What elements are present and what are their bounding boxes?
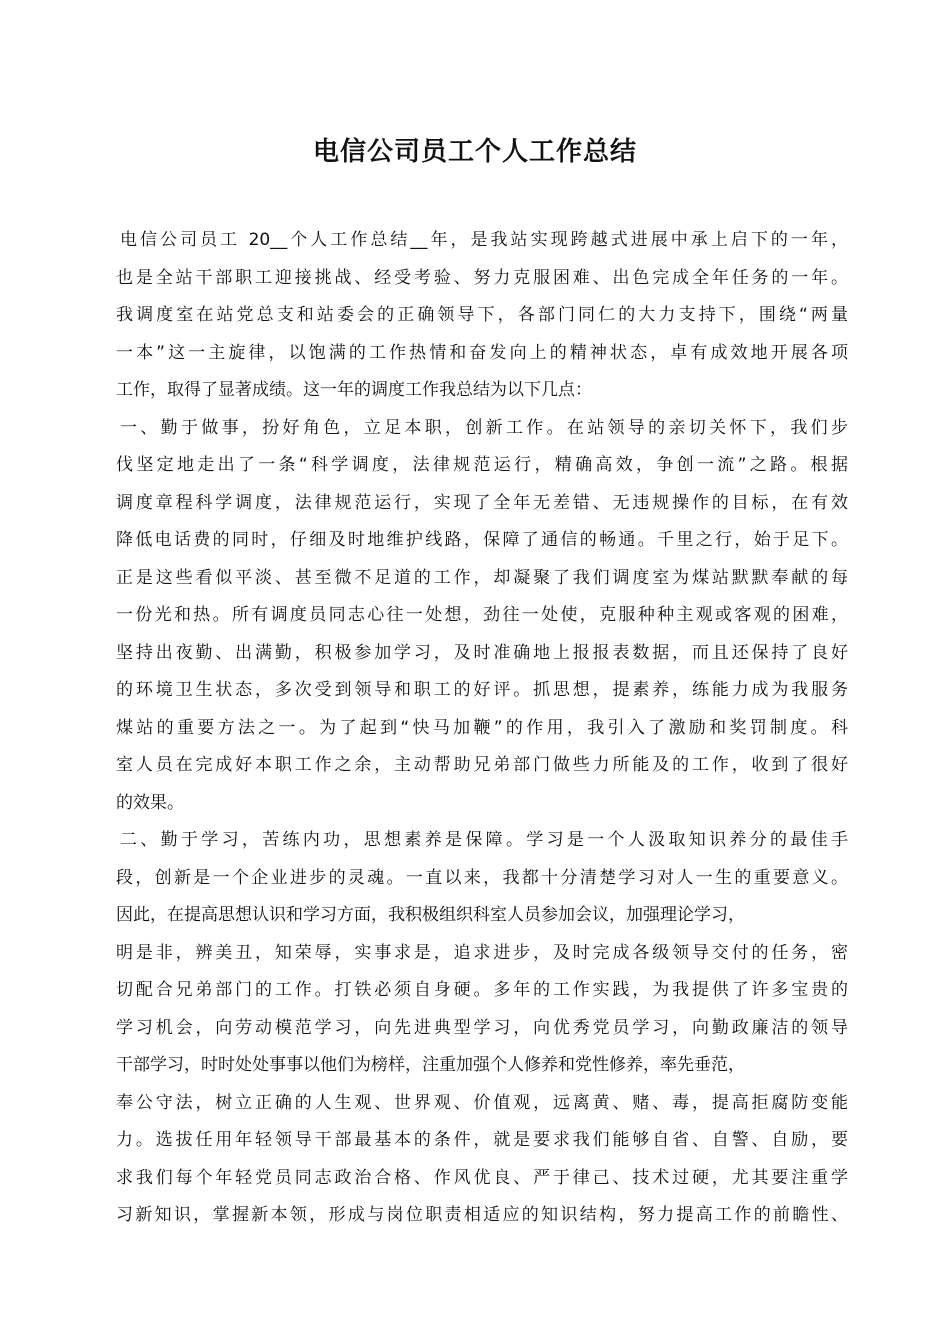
paragraph-section-one <box>116 410 848 823</box>
text-line: 二、勤于学习，苦练内功，思想素养是保障。学习是一个人汲取知识养分的最佳手 <box>120 830 848 850</box>
text-line: 电信公司员工 20__个人工作总结__年，是我站实现跨越式进展中承上启下的一年， <box>120 230 848 250</box>
text-line: 调度章程科学调度，法律规范运行，实现了全年无差错、无违规操作的目标，在有效 <box>116 492 848 513</box>
text-line: 坚持出夜勤、出满勤，积极参加学习，及时准确地上报报表数据，而且还保持了良好 <box>116 642 848 663</box>
text-line: 我调度室在站党总支和站委会的正确领导下，各部门同仁的大力支持下，围绕“两量 <box>116 305 848 325</box>
text-line: 正是这些看似平淡、甚至微不足道的工作，却凝聚了我们调度室为煤站默默奉献的每 <box>116 567 848 588</box>
text-line: 一份光和热。所有调度员同志心往一处想，劲往一处使，克服种种主观或客观的困难， <box>116 605 848 625</box>
text-line: 明是非，辨美丑，知荣辱，实事求是，追求进步，及时完成各级领导交付的任务，密 <box>116 942 848 963</box>
text-line: 求我们每个年轻党员同志政治合格、作风优良、严于律己、技术过硬，尤其要注重学 <box>116 1167 848 1188</box>
text-line: 伐坚定地走出了一条“科学调度，法律规范运行，精确高效，争创一流”之路。根据 <box>116 455 848 475</box>
text-line: 力。选拔任用年轻领导干部最基本的条件，就是要求我们能够自省、自警、自励，要 <box>116 1130 848 1150</box>
text-line: 奉公守法，树立正确的人生观、世界观、价值观，远离黄、赌、毒，提高拒腐防变能 <box>116 1092 848 1113</box>
text-line: 习新知识，掌握新本领，形成与岗位职责相适应的知识结构，努力提高工作的前瞻性、 <box>116 1205 848 1225</box>
text-line: 煤站的重要方法之一。为了起到“快马加鞭”的作用，我引入了激励和奖罚制度。科 <box>116 717 848 738</box>
document-body <box>116 222 848 1235</box>
text-line: 切配合兄弟部门的工作。打铁必须自身硬。多年的工作实践，为我提供了许多宝贵的 <box>116 980 848 1000</box>
paragraph-section-two <box>116 822 848 1235</box>
text-line: 一本”这一主旋律，以饱满的工作热情和奋发向上的精神状态，卓有成效地开展各项 <box>116 342 848 363</box>
text-line: 的效果。 <box>116 792 184 813</box>
text-line: 干部学习，时时处处事事以他们为榜样，注重加强个人修养和党性修养，率先垂范， <box>116 1055 745 1075</box>
text-line: 段，创新是一个企业进步的灵魂。一直以来，我都十分清楚学习对人一生的重要意义。 <box>116 867 848 888</box>
text-line: 学习机会，向劳动模范学习，向先进典型学习，向优秀党员学习，向勤政廉洁的领导 <box>116 1017 848 1038</box>
text-line: 也是全站干部职工迎接挑战、经受考验、努力克服困难、出色完成全年任务的一年。 <box>116 267 848 288</box>
text-line: 室人员在完成好本职工作之余，主动帮助兄弟部门做些力所能及的工作，收到了很好 <box>116 755 848 775</box>
document-title: 电信公司员工个人工作总结 <box>312 137 637 167</box>
text-line: 一、勤于做事，扮好角色，立足本职，创新工作。在站领导的亲切关怀下，我们步 <box>120 417 848 438</box>
text-line: 降低电话费的同时，仔细及时地维护线路，保障了通信的畅通。千里之行，始于足下。 <box>116 530 848 550</box>
text-line: 因此，在提高思想认识和学习方面，我积极组织科室人员参加会议，加强理论学习， <box>116 905 745 925</box>
paragraph-intro <box>116 222 848 410</box>
text-line: 的环境卫生状态，多次受到领导和职工的好评。抓思想，提素养，练能力成为我服务 <box>116 680 848 700</box>
text-line: 工作，取得了显著成绩。这一年的调度工作我总结为以下几点： <box>116 380 592 400</box>
